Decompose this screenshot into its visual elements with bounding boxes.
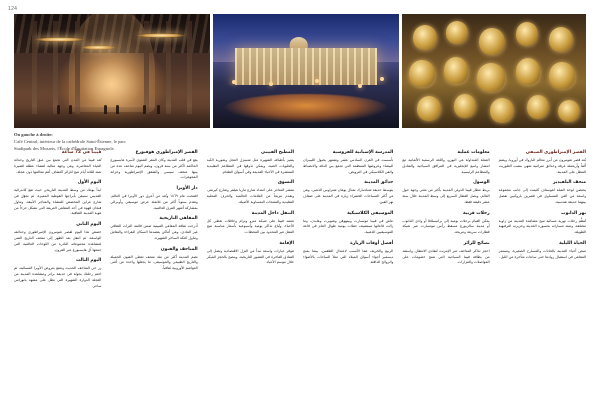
section-heading: اليوم الثالث [76,258,102,264]
section-heading: فيينا في 72 ساعة [61,150,102,155]
section-heading: المتاحف والفنون [160,246,198,252]
article-block [402,180,489,205]
article-block [110,216,197,241]
section-body: يتميز بأطباقه الشهيرة مثل شنيتزل العجل وشوربة الكبد والحلويات الغنية، ويمكن تذوقها في المطاعم التقليدية المنتشرة في الأحياء القديمة وفي أسواق الطعام. [206,157,295,174]
article-block [499,241,586,261]
section-body: يُعد قصر شونبرون من أبرز معالم الباروك في أوروبا، ويضم ألفاً وأربعمئة غرفة وحدائق مترامية تنتهي بنصب الغلوريت المطل على المدينة. [498,157,586,174]
section-heading: نهر الدانوب [561,210,586,216]
text-column-2 [110,150,197,388]
plaza-night-photo [213,14,399,128]
section-body: تضم المدينة أكثر من مئة متحف تغطي الفنون الجميلة والتاريخ الطبيعي والموسيقى، ما يجعلها واحدة من أغنى العواصم الأوروبية ثقافياً. [110,254,198,271]
article-block [110,247,197,272]
article-block [110,150,197,181]
page-number: 124 [8,6,18,12]
section-heading: رحلات قريبة [462,210,490,216]
text-column-4 [303,150,393,388]
article-block [499,211,586,236]
section-body: الربيع والخريف هما الأنسب لاعتدال الطقس، بينما يمنح ديسمبر أجواء أسواق الميلاد التي تملأ الساحات بالأضواء والروائح الدافئة. [303,248,394,265]
caption-line-3: Stadtpark des Mozarts, l'École d'Équitation Espagnole. [14,145,115,151]
article-block [207,211,294,236]
chandelier-icon [81,45,116,50]
section-body: ابدأ يومك من وسط المدينة التاريخي حيث تقع كاتدرائية القديس ستيفن بأبراجها القوطية المميزة، ثم تجوّل في شارع غراين المخصص للمشاة والمتاجر الأنيقة، وتناول فنجان قهوة في أحد المقاهي العريقة التي تشكل جزءاً من هوية المدينة الثقافية. [14,188,102,216]
article-block [14,222,101,253]
section-heading: الإقامة [279,240,295,246]
section-heading: متحف البلفيدير [552,180,586,186]
section-heading: الوصول [472,180,490,186]
section-body: يربط مطار فيينا الدولي المدينة بأكثر من مئتي وجهة حول العالم، ويصل القطار السريع إلى وسط المدينة خلال ستة عشر دقيقة فقط. [402,188,490,204]
nave-arch-decor [69,14,155,112]
section-body: يحتضن لوحة القبلة لغوستاف كليمت إلى جانب مجموعة واسعة من الفن النمساوي في قصرين باروكيين تفصل بينهما حديقة هندسية. [498,188,586,204]
section-heading: المدرسة الإسبانية للفروسية [332,150,394,155]
article-block [402,211,489,236]
article-block [402,150,489,175]
section-heading: نصائح للزائر [463,240,490,246]
cathedral-interior-photo [14,14,210,128]
section-heading: الموسيقى الكلاسيكية [347,210,394,216]
section-body: زر حي المتاحف الحديث وتمتع بعروض الأوبرا المسائية، ثم اختم رحلتك بجولة في حديقة براتر ومشاهدة المدينة من العجلة الدوارة الشهيرة التي تطل على مشهد بانورامي ساحر. [14,266,102,288]
article-block [303,211,393,236]
section-body: افتتحت عام ١٨٦٩ وتُعد من أعرق دور الأوبرا في العالم، وتقدم سنوياً أكثر من ثلاثمئة عرض موسيقي وأوبرالي بمشاركة أشهر الفرق العالمية. [110,194,198,210]
lamps-shop-photo [402,14,586,128]
text-column-1 [14,150,101,388]
section-heading: القصر الإمبراطوري هوفبورغ [135,150,198,155]
section-body: تعتمد فيينا على شبكة مترو وترام وحافلات تغطي كل الأحياء، وتُباع تذاكر يومية وأسبوعية بأسعار مناسبة تتيح التنقل غير المحدود بين المحطات. [206,218,295,235]
section-heading: اليوم الأول [77,180,102,186]
article-block [303,150,393,175]
article-block [207,241,294,266]
section-heading: اليوم الثاني [76,222,102,228]
article-columns [14,150,586,388]
section-body: تُنظَّم رحلات نهرية مسائية تتيح مشاهدة المدينة من زاوية مختلفة، وتمتد مساراته بجسوره الحديثة وجزيرته الترفيهية الطويلة. [498,218,586,235]
section-body: العملة المتداولة هي اليورو، واللغة الرسمية الألمانية مع انتشار واسع للإنجليزية في المرافق السياحية والفنادق والمطاعم الرئيسية. [402,157,490,174]
article-block [499,180,586,205]
article-block [14,180,101,217]
section-body: يتوسط حديقة شتادتبارك تمثال يوهان شتراوس الذهبي، وهي من أكثر المساحات الخضراء زيارة في المدينة على ضفاف نهر الفين. [303,188,394,204]
article-block [499,150,586,175]
text-column-5 [402,150,489,388]
section-body: احجز تذاكر المتاحف عبر الإنترنت لتفادي الانتظار، واستفد من بطاقة فيينا السياحية التي تمنح خصومات على المواصلات والمزارات. [402,248,490,265]
section-body: خصص هذا اليوم لقصر شونبرون الإمبراطوري وحدائقه الواسعة، ثم انتقل بعد الظهر إلى متحف التاريخ الفني لمشاهدة مجموعاته النادرة من اللوحات العالمية التي جمعها آل هابسبورغ عبر القرون. [14,230,102,252]
text-column-6 [499,150,586,388]
section-heading: التنقل داخل المدينة [251,210,295,216]
text-column-3 [207,150,294,388]
section-heading: المقاهي التاريخية [159,216,198,222]
article-block [207,180,294,205]
photo-band [14,14,586,128]
section-body: تنبض أحياء المدينة بالحانات والمسارح الصغيرة، وتستمر المقاهي في استقبال روادها حتى ساعات متأخرة من الليل. [498,248,586,259]
section-body: تنتشر المتاجر على امتداد شارع ماريا هيلفر وشارع كيرنتنر، وتقدم مزيجاً من العلامات العالمية والحرف المحلية التقليدية والمنتجات النمساوية الأصيلة. [206,188,295,204]
caption-line-2: Café Central, intérieur de la cathédrale Saint-Étienne, le parc [14,138,126,144]
article-block [14,150,101,175]
section-heading: أفضل أوقات الزيارة [350,240,394,246]
section-heading: حدائق المدينة [364,180,394,186]
article-block [303,180,393,205]
section-body: تُعد فيينا من المدن التي تجمع بين عبق التاريخ وحداثة الحياة المعاصرة، وهي وجهة مثالية لقضاء عطلة قصيرة تمتد لثلاثة أيام تتيح للزائر اكتشاف أهم معالمها دون عجلة. [14,157,102,174]
lamp-grid-decor [402,14,586,128]
caption-line-1: On gauche à droite: [14,132,53,137]
section-heading: القصر الإمبراطوري الصيفي [525,150,586,155]
article-block [207,150,294,175]
section-body: تتوفر خيارات واسعة تبدأ من النزل الاقتصادية وتصل إلى الفنادق الفاخرة في القصور التاريخية، وينصح بالحجز المبكر خلال موسم الأعياد. [206,248,295,265]
article-block [402,241,489,266]
section-body: يمكن القيام برحلات يومية إلى براتيسلافا أو وادي الدانوب أو مدينة سالزبورغ مسقط رأس موتسارت عبر شبكة قطارات سريعة ومريحة. [402,218,490,235]
article-block [14,258,101,289]
section-body: عاش في فيينا موتسارت وبيتهوفن وشوبرت وهايدن، وما زالت قاعاتها تستضيف حفلات يومية طوال العام في قاعة الموسيقيين الذهبية. [303,218,394,235]
article-block [303,241,393,266]
section-body: أدرجت ثقافة المقاهي الفيينية ضمن قائمة التراث الثقافي غير المادي، وهي أماكن يقصدها السكان للقراءة والنقاش وتناول كعكة الساخر الشهيرة. [110,224,198,240]
chandelier-icon [34,37,85,42]
section-heading: المطبخ الفييني [261,150,295,155]
section-heading: دار الأوبرا [176,186,198,192]
section-heading: التسوق [277,180,295,186]
section-body: يقع في قلب المدينة وكان المقر الشتوي لأسرة هابسبورغ الحاكمة لأكثر من ستة قرون، ويضم اليوم متاحف عدة من بينها متحف سيسي والشقق الإمبراطورية وخزانة المجوهرات. [110,157,198,180]
section-heading: الحياة الليلية [559,240,586,246]
article-block [110,186,197,211]
section-body: تأسست في القرن السادس عشر وتشتهر بخيول الليبيزان البيضاء وعروضها المنتظمة التي تجمع بين الدقة والانضباط والفن الكلاسيكي في الترويض. [303,157,394,174]
section-heading: معلومات عملية [457,150,490,155]
